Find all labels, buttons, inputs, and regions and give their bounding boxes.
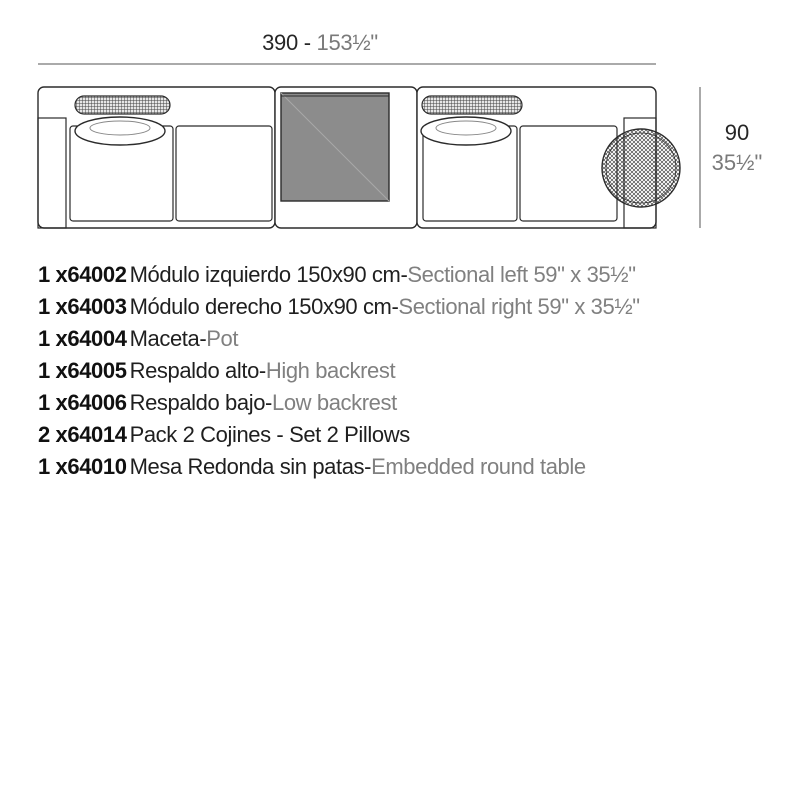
part-separator: -: [364, 454, 372, 479]
part-code: 64004: [67, 326, 127, 351]
part-separator: -: [199, 326, 207, 351]
depth-imperial: 35½": [711, 150, 763, 175]
part-quantity: 1 x: [38, 454, 68, 479]
part-row: [38, 422, 778, 454]
low-backrest: [75, 96, 170, 114]
part-name-en: Low backrest: [271, 390, 397, 415]
sectional-left: [38, 87, 275, 228]
round-table: [602, 129, 680, 207]
seat-cushion: [176, 126, 272, 221]
part-row: [38, 262, 778, 294]
part-separator: -: [391, 294, 399, 319]
part-quantity: 1 x: [38, 358, 68, 383]
part-code: 64005: [67, 358, 127, 383]
part-quantity: 1 x: [38, 390, 68, 415]
part-quantity: 1 x: [38, 326, 68, 351]
part-code: 64002: [67, 262, 127, 287]
part-name-es: Mesa Redonda sin patas: [129, 454, 365, 479]
part-name-en: High backrest: [265, 358, 396, 383]
part-row: [38, 454, 778, 486]
part-name-es: Respaldo alto: [129, 358, 259, 383]
part-name-en: Pot: [206, 326, 239, 351]
width-separator: -: [297, 30, 317, 55]
sofa-plan-diagram: [0, 0, 800, 240]
part-code: 64006: [67, 390, 127, 415]
pot: [275, 87, 417, 228]
part-row: [38, 390, 778, 422]
part-separator: -: [258, 358, 266, 383]
part-name-en: Sectional left 59" x 35½": [407, 262, 636, 287]
part-code: 64014: [67, 422, 127, 447]
part-name-en: Sectional right 59" x 35½": [398, 294, 640, 319]
part-name-es: Pack 2 Cojines - Set 2 Pillows: [129, 422, 410, 447]
part-separator: -: [400, 262, 408, 287]
part-row: [38, 294, 778, 326]
parts-list: [38, 262, 778, 486]
high-backrest: [422, 96, 522, 114]
part-row: [38, 326, 778, 358]
part-name-es: Respaldo bajo: [129, 390, 266, 415]
part-name-es: Módulo izquierdo 150x90 cm: [129, 262, 401, 287]
part-quantity: 1 x: [38, 262, 68, 287]
part-name-es: Módulo derecho 150x90 cm: [129, 294, 392, 319]
width-imperial: 153½": [316, 30, 378, 55]
part-quantity: 2 x: [38, 422, 68, 447]
part-separator: -: [265, 390, 272, 415]
part-row: [38, 358, 778, 390]
width-metric: 390: [262, 30, 298, 55]
part-name-en: Embedded round table: [371, 454, 586, 479]
part-code: 64003: [67, 294, 127, 319]
part-code: 64010: [67, 454, 127, 479]
part-quantity: 1 x: [38, 294, 68, 319]
depth-metric: 90: [724, 120, 750, 145]
part-name-es: Maceta: [129, 326, 200, 351]
